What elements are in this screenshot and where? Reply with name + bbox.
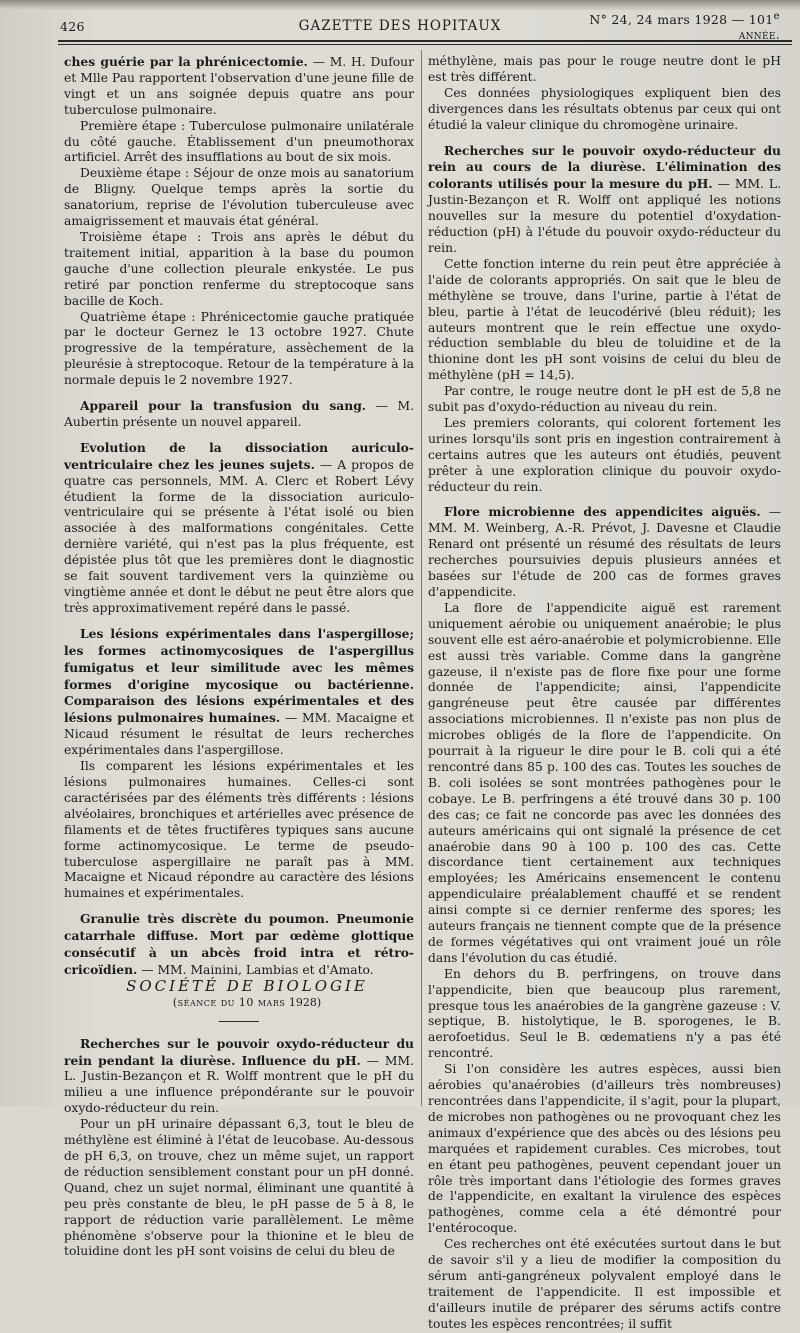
paragraph (428, 504, 781, 600)
running-header (60, 9, 780, 43)
article-dissociation (64, 440, 414, 617)
article-continuation (428, 54, 781, 134)
session-label: (séance du 10 mars (172, 995, 286, 1009)
article-heading: ches guérie par la phrénicectomie. (64, 54, 308, 69)
paragraph: Troisième étape : Trois ans après le début du traitement initial, apparition à la base du poumon gauche d'une collection pleurale enkystée. Le pus retiré par ponction renferme du streptocoque sans bacille de Koch. (64, 229, 414, 308)
paragraph (64, 1036, 414, 1118)
paragraph (64, 398, 414, 431)
issue-info (570, 10, 780, 42)
paragraph: En dehors du B. perfringens, on trouve dans l'appendicite, bien que beaucoup plus rarement, presque tous les anaérobies de la gangrène gazeuse : V. septique, B. histolytique, le B. sporogenes, le B. aerofoetidus. Seul le B. œdematiens n'y a pas été rencontré. (428, 966, 781, 1061)
article-flore-appendicites (428, 504, 781, 1332)
column-separator (421, 50, 422, 1106)
article-text: — MM. L. Justin-Bezançon et R. Wolff montrent que le pH du milieu a une influence prépondérante sur le pouvoir oxydo-réducteur du rein. (64, 1053, 414, 1116)
article-heading: Appareil pour la transfusion du sang. (80, 398, 367, 414)
article-aspergillose (64, 626, 414, 902)
issue-ordinal: e (773, 9, 780, 22)
paragraph: Première étape : Tuberculose pulmonaire unilatérale du côté gauche. Établissement d'un pneumothorax artificiel. Arrêt des insufflations au bout de six mois. (64, 118, 414, 165)
section-title: SOCIÉTÉ DE BIOLOGIE (126, 976, 368, 995)
article-text: — MM. Mainini, Lambias et d'Amato. (137, 962, 374, 977)
scan-edge (0, 0, 800, 10)
paragraph (428, 143, 781, 257)
header-rule-thin (58, 44, 792, 45)
article-granulie (64, 911, 414, 979)
article-text: — MM. M. Weinberg, A.-R. Prévot, J. Davesne et Claudie Renard ont présenté un résumé des résultats de leurs recherches poursuivies depuis plusieurs années et basées sur l'étude de 200 cas de formes graves d'appendicite. (428, 505, 781, 599)
paragraph: Si l'on considère les autres espèces, aussi bien aérobies qu'anaérobies (d'ailleurs très nombreuses) rencontrées dans l'appendicite, il s'agit, pour la plupart, de microbes non pathogènes ou ne provoquant chez les animaux d'expérience que des abcès ou des lésions peu marquées et rapidement curables. Ces microbes, tout en étant peu pathogènes, peuvent cependant jouer un rôle très important dans l'étiologie des formes graves de l'appendicite, en exaltant la virulence des espèces pathogènes, comme cela a été démontré pour l'entérocoque. (428, 1062, 781, 1236)
paragraph (64, 54, 414, 119)
paragraph: La flore de l'appendicite aiguë est rarement uniquement aérobie ou uniquement anaérobie; le plus souvent elle est aéro-anaérobie et polymicrobienne. Elle est aussi très variable. Comme dans la gangrène gazeuse, il n'existe pas de flore fixe pour une forme donnée de l'appendicite; ainsi, l'appendicite gangréneuse peut être causée par différentes associations microbiennes. Il n'existe pas non plus de microbes obligés de la flore de l'appendicite. On pourrait à la rigueur le dire pour le B. coli qui a été rencontré dans 85 p. 100 des cas. Toutes les souches de B. coli isolées se sont montrées pathogènes pour le cobaye. Le B. perfringens a été trouvé dans 30 p. 100 des cas; ce fait ne concorde pas avec les données des auteurs américains qui ont signalé la présence de cet anaérobie dans 90 à 100 p. 100 des cas. Cette discordance tient certainement aux techniques employées; les Américains ensemencent le contenu appendiculaire préalablement chauffé et se rendent ainsi compte si ce dernier renferme des spores; les auteurs français ne tiennent compte que de la présence de formes végétatives qui ont vraiment joué un rôle dans l'évolution du cas étudié. (428, 600, 781, 965)
paragraph: Deuxième étape : Séjour de onze mois au sanatorium de Bligny. Quelque temps après la sortie du sanatorium, reprise de l'évolution tuberculeuse avec amaigrissement et mauvais état général. (64, 166, 414, 229)
paragraph: méthylène, mais pas pour le rouge neutre dont le pH est très différent. (428, 54, 781, 84)
header-rule-thick (58, 40, 792, 42)
article-heading: Evolution de la dissociation auriculo-ventriculaire chez les jeunes sujets. (64, 439, 414, 472)
right-column (428, 54, 781, 1331)
article-text: — M. H. Dufour et Mlle Pau rapportent l'observation d'une jeune fille de vingt et un ans soignée depuis quatre ans pour tuberculose pulmonaire. (64, 55, 414, 117)
paragraph (64, 440, 414, 617)
issue-year-label: année. (738, 27, 780, 43)
left-column (64, 54, 414, 1259)
paragraph (64, 626, 414, 759)
article-heading: Les lésions expérimentales dans l'aspergillose; les formes actinomycosiques de l'aspergillus fumigatus et leur similitude avec les mêmes formes d'origine mycosique ou bactérienne. Comparaison des lésions expérimentales et des lésions pulmonaires humaines. (64, 625, 414, 726)
article-text: — MM. L. Justin-Bezançon et R. Wolff ont appliqué les notions nouvelles sur la mesure du potentiel d'oxydation-réduction (pH) à l'étude du pouvoir oxydo-réducteur du rein. (428, 177, 781, 255)
article-heading: Granulie très discrète du poumon. Pneumonie catarrhale diffuse. Mort par œdème glottique consécutif à un abcès froid intra et rétro-cricoïdien. (64, 911, 414, 977)
article-text: — A propos de quatre cas personnels, MM. A. Clerc et Robert Lévy étudient la forme de la dissociation auriculo-ventriculaire qui se présente à l'état isolé ou bien associée à des malformations congénitales. Cette dernière variété, qui n'est pas la plus fréquente, est dépistée plus tôt que les premières dont le diagnostic se fait souvent tardivement vers la quinzième ou vingtième année et dont le début ne peut être alors que très approximativement repéré dans le passé. (64, 457, 414, 615)
article-text: — MM. Macaigne et Nicaud résument le résultat de leurs recherches expérimentales dans l'aspergillose. (64, 711, 414, 758)
paragraph: Quatrième étape : Phrénicectomie gauche pratiquée par le docteur Gernez le 13 octobre 1927. Chute progressive de la température, assèchement de la pleurésie à streptocoque. Retour de la température à la normale depuis le 2 novembre 1927. (64, 309, 414, 388)
article-heading: Flore microbienne des appendicites aiguës. (444, 504, 761, 520)
paragraph: Les premiers colorants, qui colorent fortement les urines lorsqu'ils sont pris en ingestion contrairement à certains autres que les auteurs ont étudiés, peuvent prêter à une exploration clinique du pouvoir oxydo-réducteur du rein. (428, 415, 781, 494)
article-text: — M. Aubertin présente un nouvel appareil. (64, 399, 414, 429)
article-heading: Recherches sur le pouvoir oxydo-réducteur du rein au cours de la diurèse. L'élimination des colorants utilisés pour la mesure du pH. (428, 142, 781, 192)
paragraph: Ces données physiologiques expliquent bien des divergences dans les résultats obtenus par ceux qui ont étudié la valeur clinique du chromogène urinaire. (428, 85, 781, 132)
paragraph (64, 911, 414, 979)
paragraph: Par contre, le rouge neutre dont le pH est de 5,8 ne subit pas d'oxydo-réduction au niveau du rein. (428, 384, 781, 415)
article-heading: Recherches sur le pouvoir oxydo-réducteur du rein pendant la diurèse. Influence du pH. (64, 1035, 414, 1068)
page-number: 426 (60, 18, 85, 34)
paragraph: Cette fonction interne du rein peut être appréciée à l'aide de colorants appropriés. On sait que le bleu de méthylène se trouve, dans l'urine, partie à l'état de bleu, partie à l'état de leucodérivé (bleu réduit); les auteurs montrent que le rein effectue une oxydo-réduction semblable du bleu de toluidine et de la thionine dont les pH sont voisins de celui du bleu de méthylène (pH = 14,5). (428, 256, 781, 383)
section-divider (219, 1021, 259, 1022)
paragraph: Pour un pH urinaire dépassant 6,3, tout le bleu de méthylène est éliminé à l'état de leucobase. Au-dessous de pH 6,3, on trouve, chez un même sujet, un rapport de réduction sensiblement constant pour un pH donné. Quand, chez un sujet normal, éliminant une quantité à peu près constante de bleu, le pH passe de 5 à 8, le rapport de réduction varie parallèlement. Le même phénomène s'observe pour la thionine et le bleu de toluidine dont les pH sont voisins de celui du bleu de (64, 1117, 414, 1259)
session-year: 1928) (288, 995, 322, 1009)
issue-date: N° 24, 24 mars 1928 — 101 (589, 12, 774, 28)
journal-title: GAZETTE DES HOPITAUX (298, 18, 502, 34)
section-subtitle (64, 995, 414, 1011)
article-oxydo-reducteur-ph (64, 1036, 414, 1261)
paragraph: Ils comparent les lésions expérimentales et les lésions pulmonaires humaines. Celles-ci sont caractérisées par des éléments très différents : lésions alvéolaires, bronchiques et artérielles avec présence de filaments et de têtes fructifères typiques sans aucune forme actinomycosique. Le terme de pseudo-tuberculose aspergillaire ne paraît pas à MM. Macaigne et Nicaud répondre au caractère des lésions humaines et expérimentales. (64, 759, 414, 901)
article-transfusion (64, 398, 414, 431)
article-colorants (428, 143, 781, 496)
paragraph: Ces recherches ont été exécutées surtout dans le but de savoir s'il y a lieu de modifier la composition du sérum anti-gangréneux polyvalent employé dans le traitement de l'appendicite. Il est impossible et d'ailleurs inutile de préparer des sérums actifs contre toutes les espèces rencontrées; il suffit (428, 1237, 781, 1331)
article-phrenicectomie (64, 54, 414, 389)
